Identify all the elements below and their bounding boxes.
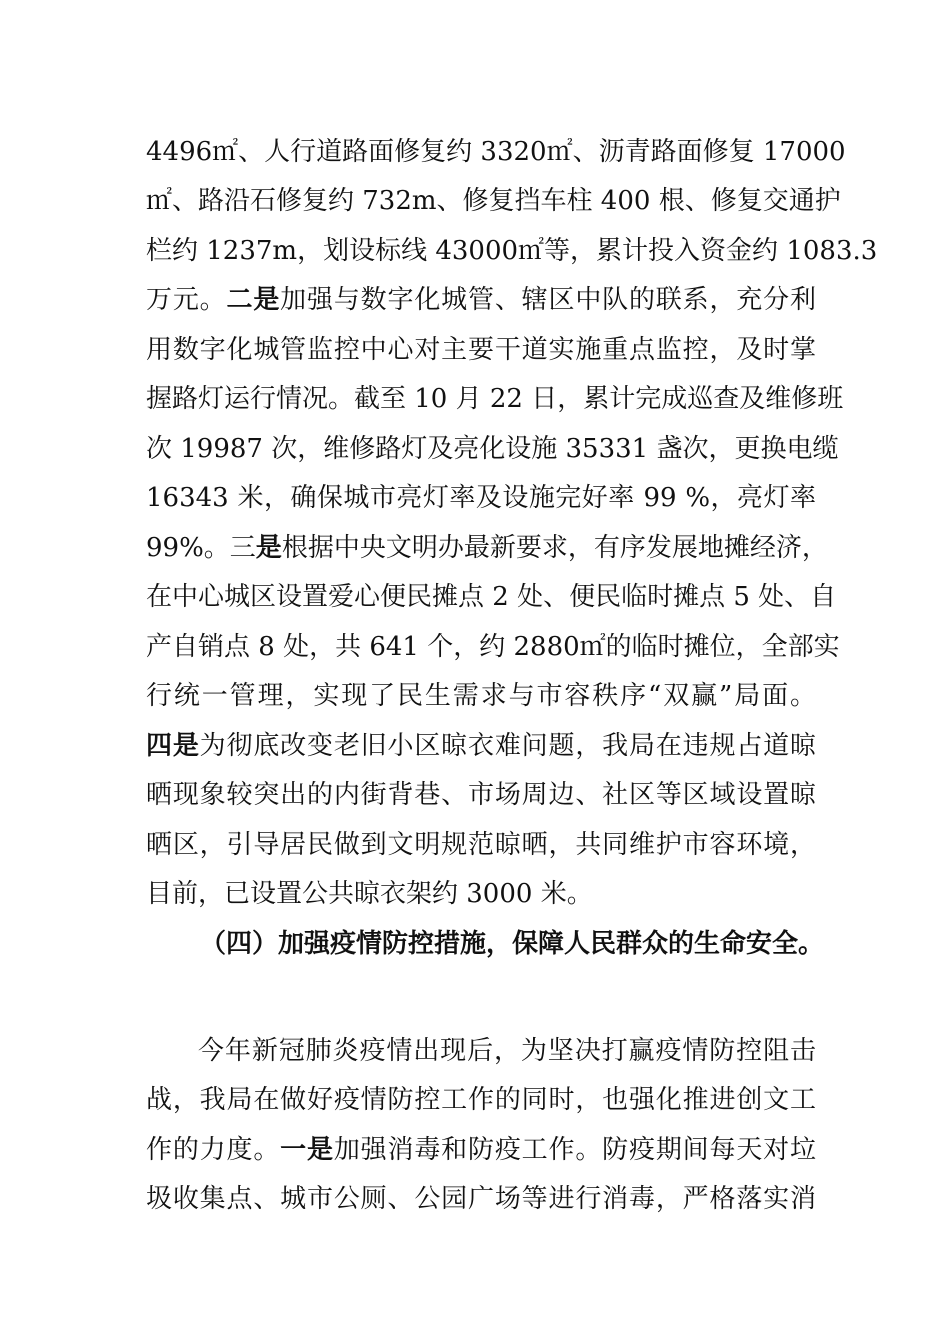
body-text: 加强消毒和防疫工作。防疫期间每天对垃 xyxy=(333,1135,816,1165)
body-text: 握路灯运行情况。截至 10 月 22 日，累计完成巡查及维修班 xyxy=(146,384,844,414)
body-text: 晒现象较突出的内街背巷、市场周边、社区等区域设置晾 xyxy=(146,780,816,810)
emphasis-label: 是 xyxy=(255,533,282,563)
body-line xyxy=(146,1133,816,1167)
body-line xyxy=(146,432,839,466)
body-text: 16343 米，确保城市亮灯率及设施完好率 99 %，亮灯率 xyxy=(146,483,816,513)
body-line xyxy=(146,184,841,218)
body-text: 根据中央文明办最新要求，有序发展地摊经济， xyxy=(281,533,828,563)
body-text: 目前，已设置公共晾衣架约 3000 米。 xyxy=(146,879,593,909)
body-line xyxy=(146,481,816,515)
body-line xyxy=(146,877,816,911)
body-line xyxy=(146,1182,816,1216)
body-text: 行统一管理，实现了民生需求与市容秩序“双赢”局面。 xyxy=(146,681,816,711)
body-text: ㎡、路沿石修复约 732m、修复挡车柱 400 根、修复交通护 xyxy=(146,186,841,216)
body-text: 用数字化城管监控中心对主要干道实施重点监控，及时掌 xyxy=(146,335,816,365)
body-text: 今年新冠肺炎疫情出现后，为坚决打赢疫情防控阻击 xyxy=(198,1036,816,1066)
body-line xyxy=(146,778,816,812)
body-text: 战，我局在做好疫情防控工作的同时，也强化推进创文工 xyxy=(146,1085,816,1115)
body-line xyxy=(146,234,878,268)
body-line xyxy=(146,135,846,169)
body-line xyxy=(146,580,837,614)
section-heading: （四）加强疫情防控措施，保障人民群众的生命安全。 xyxy=(200,929,825,959)
body-text: 为彻底改变老旧小区晾衣难问题，我局在违规占道晾 xyxy=(199,731,816,761)
body-line xyxy=(146,1083,816,1117)
body-text: 在中心城区设置爱心便民摊点 2 处、便民临时摊点 5 处、自 xyxy=(146,582,837,612)
body-line xyxy=(146,283,816,317)
body-text: 99%。三 xyxy=(146,533,256,563)
body-text: 产自销点 8 处，共 641 个，约 2880㎡的临时摊位，全部实 xyxy=(146,632,840,662)
body-line xyxy=(146,630,840,664)
body-line xyxy=(146,333,816,367)
body-line xyxy=(146,729,816,763)
body-text: 4496㎡、人行道路面修复约 3320㎡、沥青路面修复 17000 xyxy=(146,137,846,167)
body-line xyxy=(146,531,828,565)
body-line xyxy=(198,1034,816,1068)
body-text: 圾收集点、城市公厕、公园广场等进行消毒，严格落实消 xyxy=(146,1184,816,1214)
body-text: 晒区，引导居民做到文明规范晾晒，共同维护市容环境， xyxy=(146,830,816,860)
body-line xyxy=(146,382,844,416)
body-line xyxy=(146,828,816,862)
emphasis-label: 四是 xyxy=(146,731,200,761)
body-text: 栏约 1237m，划设标线 43000㎡等，累计投入资金约 1083.3 xyxy=(146,236,878,266)
emphasis-label: 一是 xyxy=(280,1135,334,1165)
body-text: 加强与数字化城管、辖区中队的联系，充分利 xyxy=(280,285,816,315)
body-text: 万元。 xyxy=(146,285,227,315)
body-line xyxy=(146,679,816,713)
emphasis-label: 二是 xyxy=(226,285,281,315)
body-text: 次 19987 次，维修路灯及亮化设施 35331 盏次，更换电缆 xyxy=(146,434,839,464)
body-text: 作的力度。 xyxy=(146,1135,281,1165)
